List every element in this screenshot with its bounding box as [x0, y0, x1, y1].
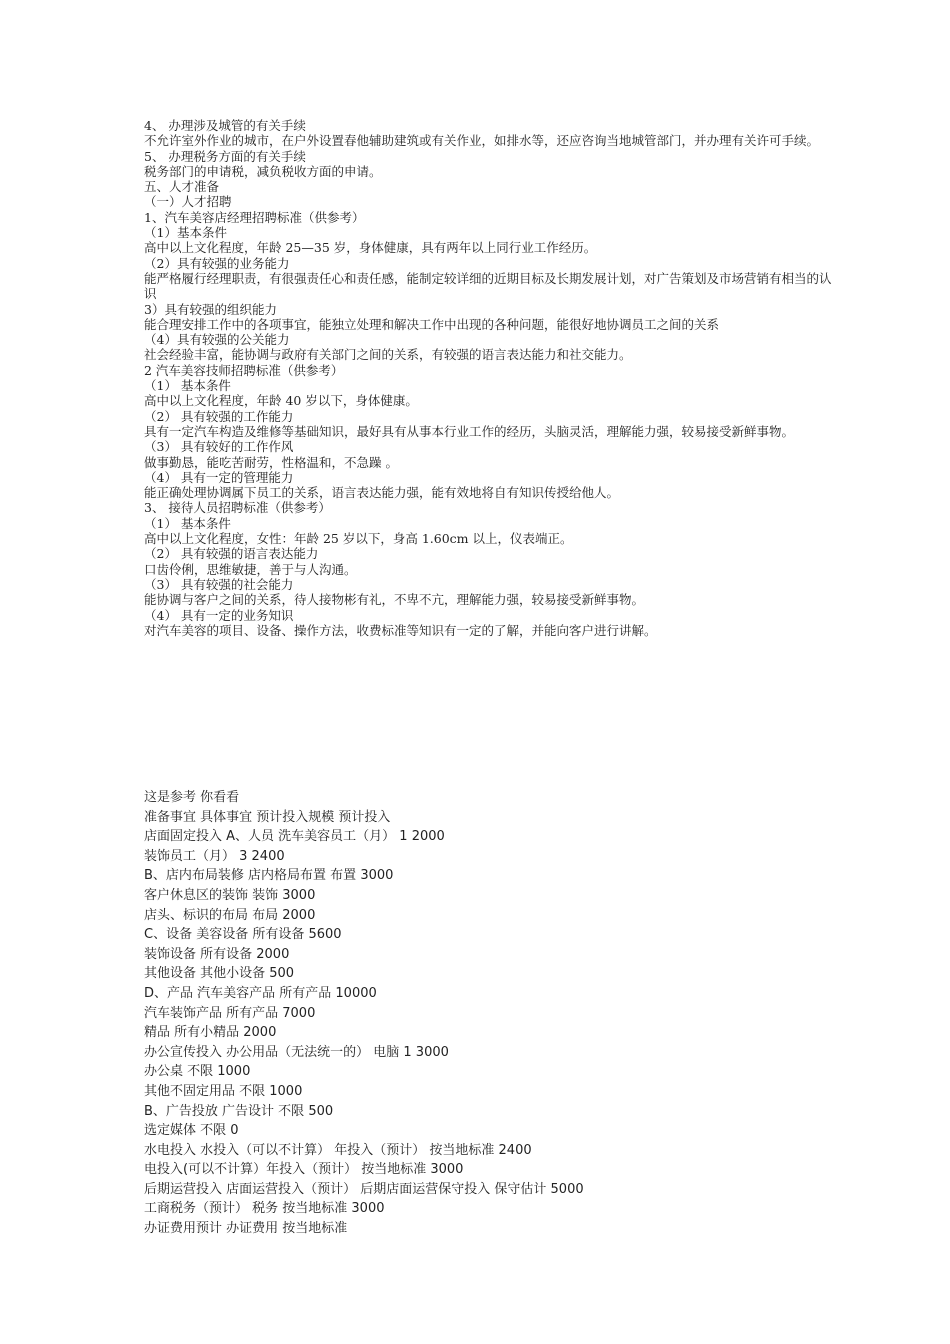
- text-line: 对汽车美容的项目、设备、操作方法，收费标准等知识有一定的了解，并能向客户进行讲解。: [144, 622, 657, 638]
- text-line: （3） 具有较强的社会能力: [144, 576, 294, 592]
- text-line: 办证费用预计 办证费用 按当地标准: [144, 1221, 348, 1237]
- text-line: 2 汽车美容技师招聘标准（供参考）: [144, 362, 344, 378]
- text-line: （1） 基本条件: [144, 515, 231, 531]
- text-line: （一）人才招聘: [144, 194, 232, 210]
- text-line: 高中以上文化程度，年龄 25—35 岁，身体健康，具有两年以上同行业工作经历。: [144, 240, 597, 256]
- text-line: （2） 具有较强的语言表达能力: [144, 546, 319, 562]
- text-line: B、广告投放 广告设计 不限 500: [144, 1103, 334, 1119]
- text-line: 工商税务（预计） 税务 按当地标准 3000: [144, 1201, 385, 1217]
- text-line: 电投入(可以不计算）年投入（预计） 按当地标准 3000: [144, 1162, 464, 1178]
- text-line: （4） 具有一定的业务知识: [144, 607, 294, 623]
- text-line: 其他不固定用品 不限 1000: [144, 1083, 303, 1099]
- text-line: 店面固定投入 A、人员 洗车美容员工（月） 1 2000: [144, 829, 445, 845]
- requirements-section: [144, 118, 838, 638]
- text-line: 能正确处理协调属下员工的关系，语言表达能力强，能有效地将自有知识传授给他人。: [144, 485, 620, 501]
- text-line: 能严格履行经理职责，有很强责任心和责任感，能制定较详细的近期目标及长期发展计划，对广告策划及市场营销有相当的认识: [144, 270, 832, 302]
- text-line: 其他设备 其他小设备 500: [144, 966, 295, 982]
- text-line: 1、汽车美容店经理招聘标准（供参考）: [144, 209, 365, 225]
- investment-list-section: [144, 788, 838, 1239]
- text-line: 高中以上文化程度，女性：年龄 25 岁以下，身高 1.60cm 以上，仪表端正。: [144, 531, 573, 547]
- text-line: 3、 接待人员招聘标准（供参考）: [144, 500, 331, 516]
- text-line: B、店内布局装修 店内格局布置 布置 3000: [144, 868, 394, 884]
- text-line: 3）具有较强的组织能力: [144, 301, 277, 317]
- text-line: D、产品 汽车美容产品 所有产品 10000: [144, 985, 377, 1001]
- text-line: 装饰员工（月） 3 2400: [144, 848, 285, 864]
- text-line: 高中以上文化程度，年龄 40 岁以下，身体健康。: [144, 393, 418, 409]
- text-line: 能合理安排工作中的各项事宜，能独立处理和解决工作中出现的各种问题，能很好地协调员工之间的关系: [144, 316, 720, 332]
- text-line: 五、人才准备: [144, 179, 220, 195]
- text-line: （1）基本条件: [144, 225, 227, 241]
- text-line: 税务部门的申请税，减负税收方面的申请。: [144, 163, 382, 179]
- text-line: （2）具有较强的业务能力: [144, 255, 290, 271]
- text-line: 店头、标识的布局 布局 2000: [144, 907, 316, 923]
- text-line: 4、 办理涉及城管的有关手续: [144, 118, 306, 133]
- text-line: 选定媒体 不限 0: [144, 1123, 239, 1139]
- text-line: 精品 所有小精品 2000: [144, 1025, 277, 1041]
- text-line: （2） 具有较强的工作能力: [144, 408, 294, 424]
- text-line: 办公宣传投入 办公用品（无法统一的） 电脑 1 3000: [144, 1044, 449, 1060]
- text-line: （4） 具有一定的管理能力: [144, 469, 294, 485]
- text-line: （3） 具有较好的工作作风: [144, 439, 294, 455]
- text-line: （1） 基本条件: [144, 378, 231, 394]
- text-line: 后期运营投入 店面运营投入（预计） 后期店面运营保守投入 保守估计 5000: [144, 1181, 584, 1197]
- text-line: 办公桌 不限 1000: [144, 1064, 251, 1080]
- text-line: 5、 办理税务方面的有关手续: [144, 148, 306, 164]
- text-line: 准备事宜 具体事宜 预计投入规模 预计投入: [144, 809, 391, 825]
- text-line: 装饰设备 所有设备 2000: [144, 946, 290, 962]
- text-line: 做事勤恳，能吃苦耐劳，性格温和，不急躁 。: [144, 454, 398, 470]
- text-line: C、设备 美容设备 所有设备 5600: [144, 927, 342, 943]
- text-line: 不允许室外作业的城市，在户外设置春他辅助建筑或有关作业，如排水等，还应咨询当地城管部门，并办理有关许可手续。: [144, 133, 820, 149]
- text-line: 社会经验丰富，能协调与政府有关部门之间的关系，有较强的语言表达能力和社交能力。: [144, 347, 632, 363]
- text-line: 这是参考 你看看: [144, 790, 240, 805]
- text-line: 汽车装饰产品 所有产品 7000: [144, 1005, 316, 1021]
- text-line: 口齿伶俐，思维敏捷，善于与人沟通。: [144, 561, 357, 577]
- text-line: 具有一定汽车构造及维修等基础知识，最好具有从事本行业工作的经历，头脑灵活，理解能力强，较易接受新鲜事物。: [144, 423, 795, 439]
- text-line: 客户休息区的装饰 装饰 3000: [144, 887, 316, 903]
- text-line: 能协调与客户之间的关系，待人接物彬有礼，不卑不亢，理解能力强，较易接受新鲜事物。: [144, 592, 645, 608]
- text-line: （4）具有较强的公关能力: [144, 332, 290, 348]
- text-line: 水电投入 水投入（可以不计算） 年投入（预计） 按当地标准 2400: [144, 1142, 532, 1158]
